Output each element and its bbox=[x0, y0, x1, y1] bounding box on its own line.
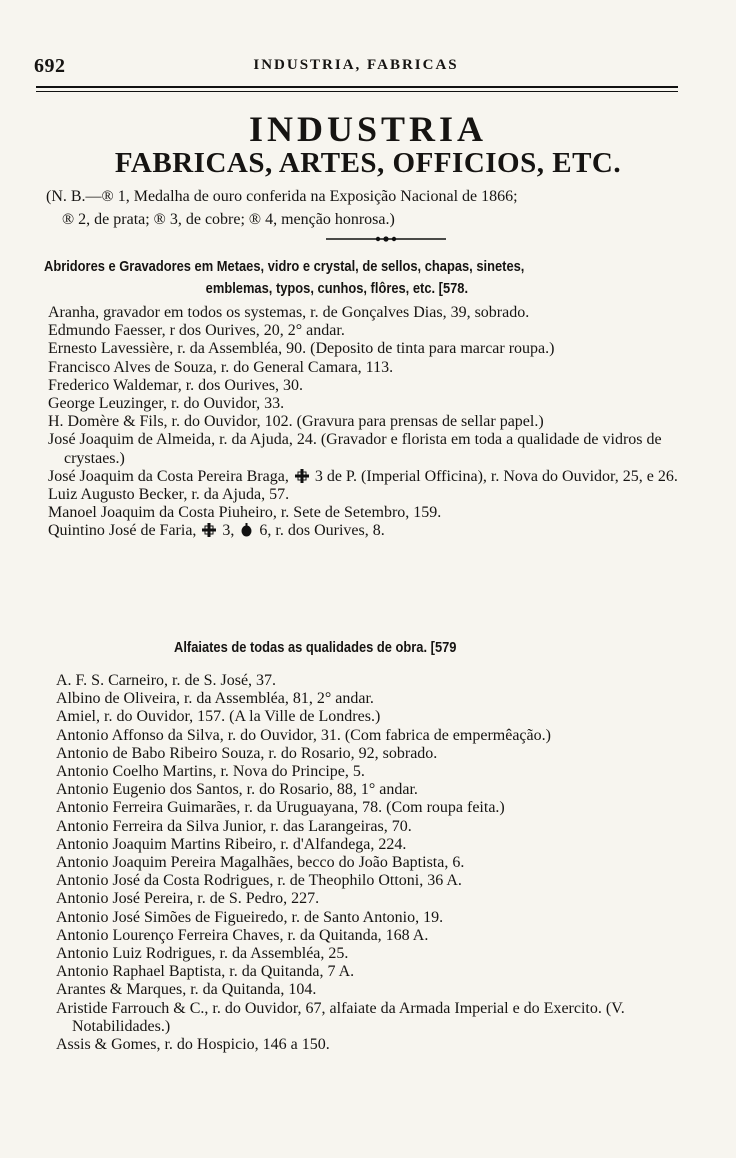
order-cross-icon bbox=[202, 523, 216, 537]
entry-grade: 3, bbox=[222, 522, 235, 540]
page-number: 692 bbox=[34, 55, 66, 77]
running-head bbox=[34, 55, 678, 81]
list-item: Antonio José Simões de Figueiredo, r. de Santo Antonio, 19. bbox=[56, 908, 444, 926]
list-item: Amiel, r. do Ouvidor, 157. (A la Ville de Londres.) bbox=[56, 708, 381, 726]
list-item: Antonio Eugenio dos Santos, r. do Rosario, 88, 1° andar. bbox=[56, 781, 418, 799]
header-double-rule bbox=[36, 86, 678, 92]
list-item: Aranha, gravador em todos os systemas, r. de Gonçalves Dias, 39, sobrado. bbox=[48, 304, 530, 321]
list-item: Antonio Coelho Martins, r. Nova do Principe, 5. bbox=[56, 763, 365, 781]
list-item: Edmundo Faesser, r dos Ourives, 20, 2° andar. bbox=[48, 322, 345, 340]
list-item: Antonio Joaquim Martins Ribeiro, r. d'Alfandega, 224. bbox=[56, 835, 407, 853]
section-heading-gravadores bbox=[44, 256, 524, 300]
list-item: Francisco Alves de Souza, r. do General Camara, 113. bbox=[48, 358, 394, 376]
list-item: Antonio José da Costa Rodrigues, r. de Theophilo Ottoni, 36 A. bbox=[56, 872, 462, 890]
list-item: Antonio Ferreira da Silva Junior, r. das Larangeiras, 70. bbox=[56, 817, 412, 835]
list-item: Luiz Augusto Becker, r. da Ajuda, 57. bbox=[48, 486, 290, 504]
list-item: Antonio Raphael Baptista, r. da Quitanda, 7 A. bbox=[56, 963, 355, 981]
running-title: INDUSTRIA, FABRICAS bbox=[253, 57, 459, 73]
section-heading-line-2: emblemas, typos, cunhos, flôres, etc. [578. bbox=[205, 280, 469, 297]
legend-line-2: ® 2, de prata; ® 3, de cobre; ® 4, menção honrosa.) bbox=[62, 211, 395, 228]
list-item: Antonio Affonso da Silva, r. do Ouvidor, 31. (Com fabrica de empermêação.) bbox=[56, 726, 551, 744]
entry-detail: 3 de P. (Imperial Officina), r. Nova do Ouvidor, 25, e 26. bbox=[314, 467, 678, 485]
sub-title: FABRICAS, ARTES, OFFICIOS, ETC. bbox=[114, 147, 622, 179]
legend-line-1: (N. B.—® 1, Medalha de ouro conferida na Exposição Nacional de 1866; bbox=[46, 188, 518, 205]
list-item: Antonio José Pereira, r. de S. Pedro, 227. bbox=[56, 890, 320, 908]
list-item: Manoel Joaquim da Costa Piuheiro, r. Sete de Setembro, 159. bbox=[48, 504, 442, 522]
order-cross-icon bbox=[295, 469, 309, 483]
rose-medal-icon bbox=[240, 523, 253, 537]
entry-detail: 6, r. dos Ourives, 8. bbox=[259, 522, 385, 540]
list-item: Assis & Gomes, r. do Hospicio, 146 a 150. bbox=[56, 1036, 330, 1054]
list-item: Arantes & Marques, r. da Quitanda, 104. bbox=[56, 981, 317, 999]
list-item: Ernesto Lavessière, r. da Assembléa, 90. (Deposito de tinta para marcar roupa.) bbox=[48, 340, 555, 358]
entry-name: José Joaquim da Costa Pereira Braga, bbox=[48, 467, 289, 485]
list-item: A. F. S. Carneiro, r. de S. José, 37. bbox=[56, 672, 277, 689]
list-item: Antonio Lourenço Ferreira Chaves, r. da Quitanda, 168 A. bbox=[56, 926, 429, 944]
list-item: George Leuzinger, r. do Ouvidor, 33. bbox=[48, 395, 285, 413]
list-item: Antonio Luiz Rodrigues, r. da Assembléa, 25. bbox=[56, 945, 349, 963]
medal-legend bbox=[46, 185, 682, 231]
section-entries-alfaiates bbox=[56, 672, 686, 1054]
main-title: INDUSTRIA bbox=[248, 109, 488, 149]
section-heading-line-1: Abridores e Gravadores em Metaes, vidro e crystal, de sellos, chapas, sinetes, bbox=[44, 258, 525, 275]
list-item: Antonio de Babo Ribeiro Souza, r. do Rosario, 92, sobrado. bbox=[56, 744, 438, 762]
list-item bbox=[48, 522, 684, 540]
list-item: José Joaquim de Almeida, r. da Ajuda, 24. (Gravador e florista em toda a qualidade de vidros de crystaes.) bbox=[48, 431, 662, 467]
list-item: Antonio Joaquim Pereira Magalhães, becco do João Baptista, 6. bbox=[56, 854, 465, 872]
list-item bbox=[48, 468, 684, 486]
section-heading-alfaiates: Alfaiates de todas as qualidades de obra. [579 bbox=[174, 639, 457, 656]
list-item: H. Domère & Fils, r. do Ouvidor, 102. (Gravura para prensas de sellar papel.) bbox=[48, 413, 544, 431]
list-item: Albino de Oliveira, r. da Assembléa, 81, 2° andar. bbox=[56, 690, 374, 708]
list-item: Aristide Farrouch & C., r. do Ouvidor, 67, alfaiate da Armada Imperial e do Exercito. (V. Notabilidades.) bbox=[56, 999, 625, 1035]
list-item: Antonio Ferreira Guimarães, r. da Uruguayana, 78. (Com roupa feita.) bbox=[56, 799, 505, 817]
entry-name: Quintino José de Faria, bbox=[48, 522, 197, 540]
list-item: Frederico Waldemar, r. dos Ourives, 30. bbox=[48, 376, 304, 394]
section-entries-gravadores bbox=[48, 304, 684, 541]
ornament-divider-icon bbox=[326, 236, 446, 242]
